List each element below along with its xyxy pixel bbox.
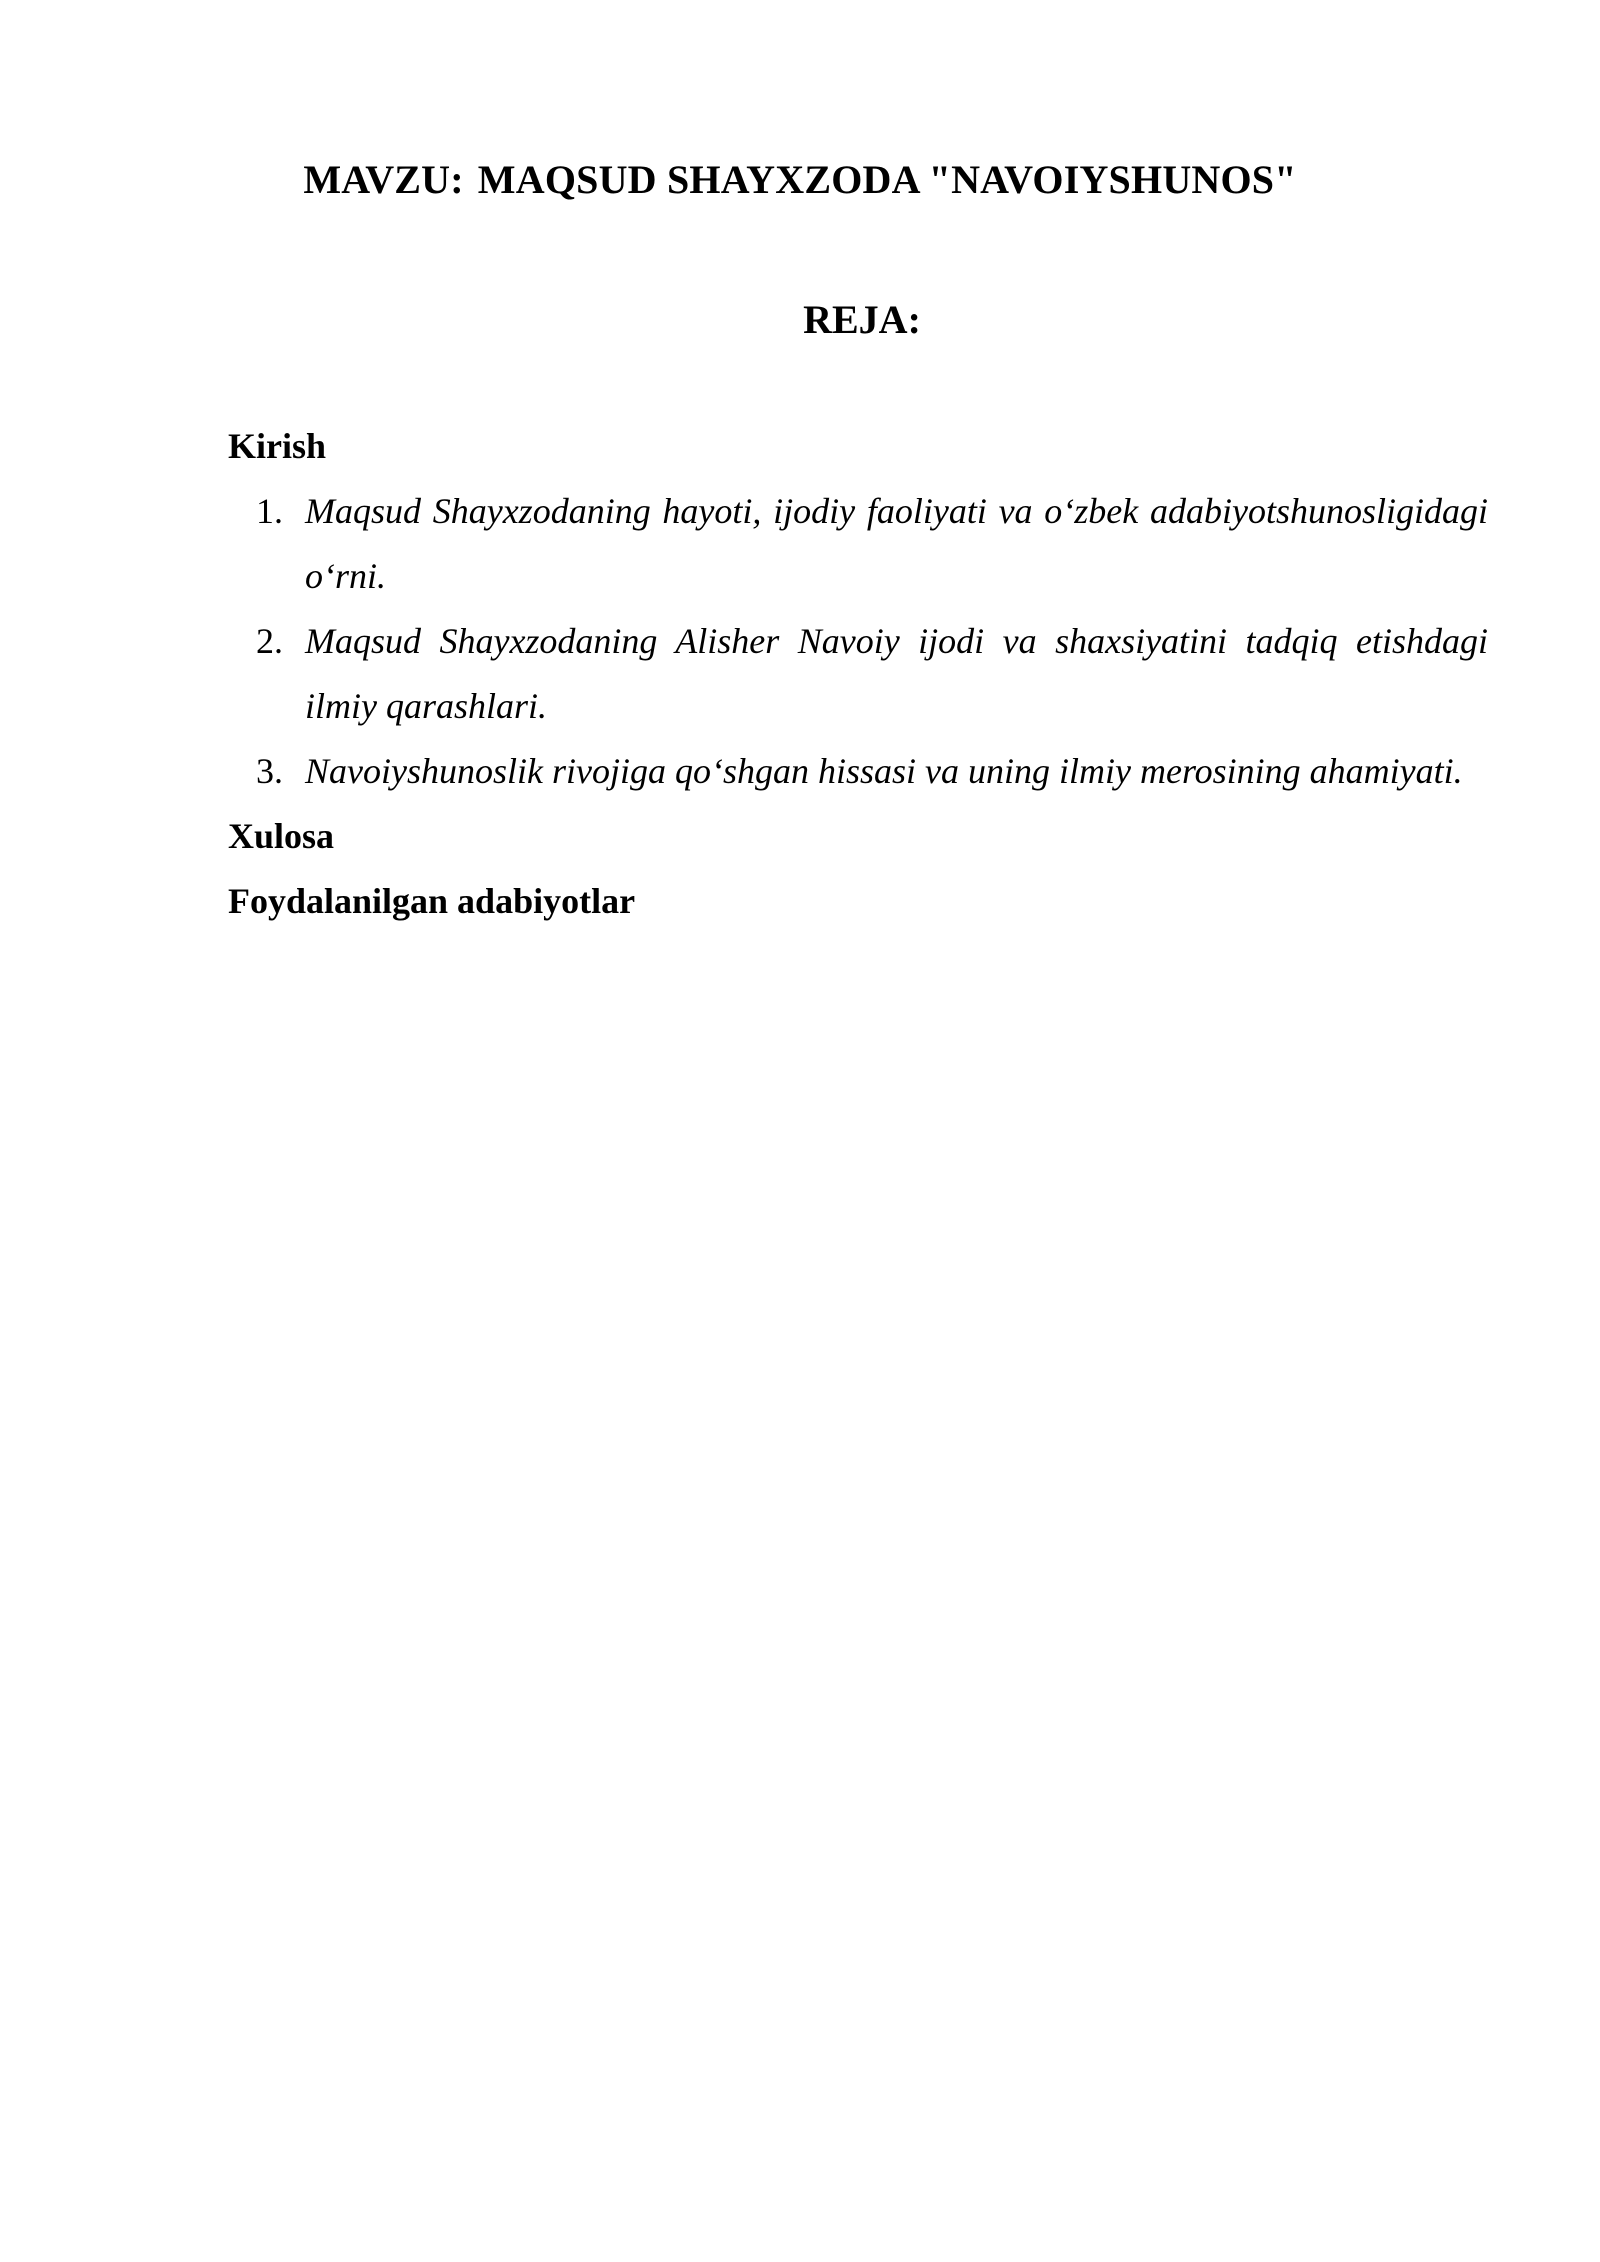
plan-item-2 bbox=[228, 609, 1488, 739]
plan-list bbox=[228, 479, 1488, 804]
plan-item-number: 2. bbox=[256, 621, 283, 661]
plan-item-text: Maqsud Shayxzodaning Alisher Navoiy ijodi va shaxsiyatini tadqiq etishdagi ilmiy qarashlari. bbox=[305, 621, 1488, 726]
plan-item-3 bbox=[228, 739, 1488, 804]
plan-content bbox=[228, 414, 1488, 934]
topic-title bbox=[0, 152, 1600, 208]
plan-item-text: Maqsud Shayxzodaning hayoti, ijodiy faoliyati va o‘zbek adabiyotshunosligidagi o‘rni. bbox=[305, 491, 1488, 596]
topic-label: MAVZU: bbox=[303, 157, 464, 202]
plan-item-number: 3. bbox=[256, 751, 283, 791]
topic-title-text: MAQSUD SHAYXZODA "NAVOIYSHUNOS" bbox=[477, 157, 1297, 202]
plan-title: REJA: bbox=[803, 297, 921, 342]
references-heading: Foydalanilgan adabiyotlar bbox=[228, 881, 636, 921]
conclusion-heading: Xulosa bbox=[228, 816, 335, 856]
intro-heading: Kirish bbox=[228, 426, 327, 466]
plan-item-1 bbox=[228, 479, 1488, 609]
plan-item-text: Navoiyshunoslik rivojiga qo‘shgan hissasi va uning ilmiy merosining ahamiyati. bbox=[305, 751, 1463, 791]
plan-item-number: 1. bbox=[256, 491, 283, 531]
